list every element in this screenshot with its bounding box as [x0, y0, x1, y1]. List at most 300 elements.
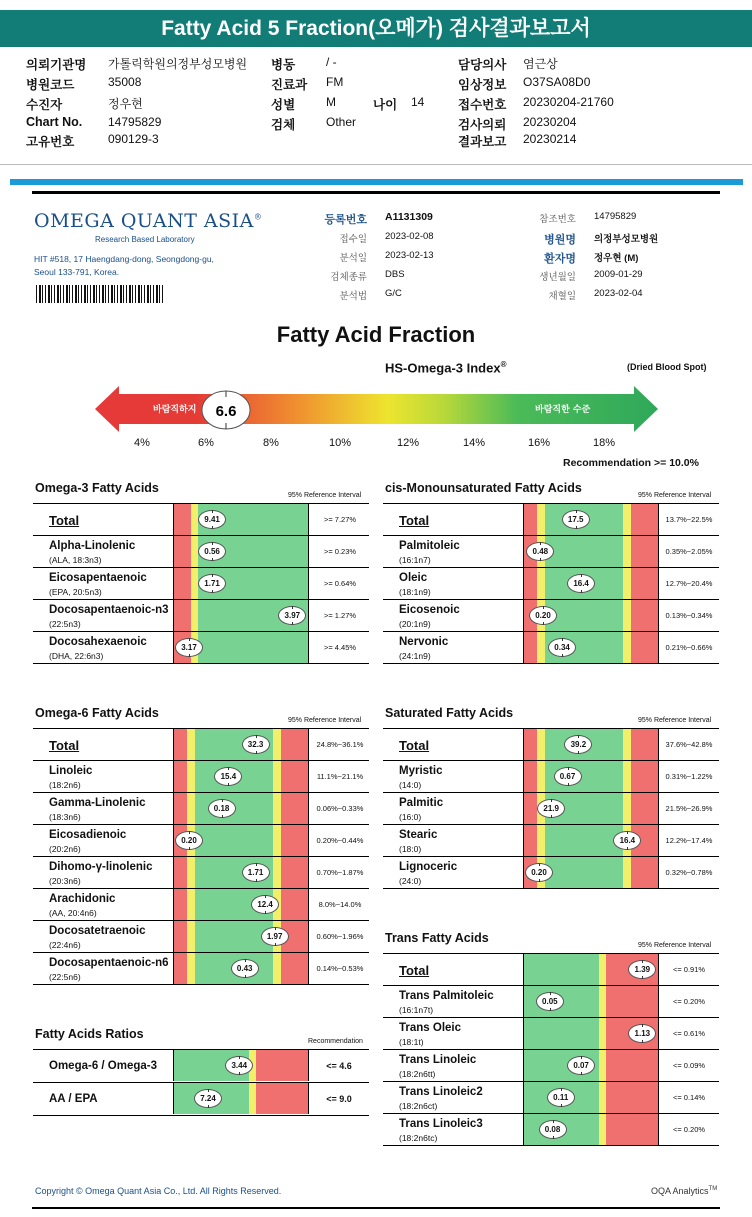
value-marker: 0.67: [554, 767, 582, 786]
value-marker: 9.41: [198, 510, 226, 529]
range-segment: [599, 1114, 606, 1145]
range-bar: [173, 632, 309, 663]
range-segment: [273, 857, 281, 888]
info-key: 참조번호: [539, 214, 576, 225]
row-abbr: (16:0): [399, 812, 422, 822]
range-bar: [523, 568, 659, 599]
range-segment: [524, 954, 599, 985]
header-age: [373, 95, 443, 113]
range-segment: [623, 729, 631, 760]
range-segment: [606, 1050, 658, 1081]
table-row: [383, 986, 719, 1018]
row-abbr: (22:5n6): [49, 972, 81, 982]
table-omega6: [33, 728, 369, 985]
range-segment: [599, 954, 606, 985]
range-segment: [174, 504, 191, 535]
table-row: [383, 729, 719, 761]
info-key: 분석법: [339, 291, 367, 302]
section-title-saturated: Saturated Fatty Acids: [385, 706, 514, 720]
range-segment: [174, 857, 187, 888]
info-value: A1131309: [385, 211, 433, 223]
header-value: 14: [411, 95, 425, 109]
value-marker: 16.4: [567, 574, 595, 593]
range-bar: [173, 536, 309, 567]
range-segment: [545, 857, 623, 888]
range-segment: [524, 729, 537, 760]
reference-range: 21.5%~26.9%: [665, 804, 713, 813]
row-name: Stearic: [399, 829, 438, 841]
range-segment: [623, 600, 631, 631]
range-segment: [524, 568, 537, 599]
range-segment: [187, 729, 195, 760]
section-title-cismono: cis-Monounsaturated Fatty Acids: [385, 481, 582, 495]
lab-logo-text: OMEGA QUANT ASIA: [34, 210, 254, 232]
range-segment: [623, 504, 631, 535]
index-title-text: HS-Omega-3 Index: [385, 360, 501, 376]
row-name: Nervonic: [399, 636, 449, 648]
table-row: [383, 536, 719, 568]
range-segment: [537, 632, 545, 663]
header-key: 검사의뢰: [458, 118, 507, 132]
range-segment: [174, 568, 191, 599]
row-name: Eicosapentaenoic: [49, 572, 147, 584]
table-row: [33, 793, 369, 825]
table-row: [33, 953, 369, 985]
section-title-trans: Trans Fatty Acids: [385, 931, 489, 945]
range-segment: [524, 825, 537, 856]
range-segment: [623, 568, 631, 599]
row-name: Oleic: [399, 572, 428, 584]
reference-range: >= 0.23%: [323, 547, 357, 556]
row-name: Trans Linoleic3: [399, 1118, 483, 1130]
scale-label: 14%: [463, 437, 486, 449]
report-title: Fatty Acid 5 Fraction(오메가) 검사결과보고서: [0, 10, 752, 47]
range-segment: [187, 761, 195, 792]
range-bar: [523, 793, 659, 824]
reference-range: 0.31%~1.22%: [665, 772, 713, 781]
row-name: Arachidonic: [49, 893, 116, 905]
range-bar: [173, 568, 309, 599]
row-abbr: (24:0): [399, 876, 422, 886]
range-segment: [187, 857, 195, 888]
range-segment: [281, 953, 308, 984]
table-row: [33, 889, 369, 921]
range-segment: [191, 504, 198, 535]
table-ratios: [33, 1049, 369, 1116]
range-segment: [191, 568, 198, 599]
range-segment: [623, 632, 631, 663]
reference-label: Recommendation: [308, 1038, 363, 1045]
table-row: [33, 1083, 369, 1116]
value-marker: 0.20: [175, 831, 203, 850]
range-segment: [174, 761, 187, 792]
range-bar: [523, 761, 659, 792]
header-key: 임상정보: [458, 78, 507, 92]
info-key: 검체종류: [330, 272, 367, 283]
value-marker: 0.56: [198, 542, 226, 561]
row-abbr: (16:1n7): [399, 555, 431, 565]
row-name: Trans Palmitoleic: [399, 990, 494, 1002]
range-segment: [599, 1018, 606, 1049]
barcode: [36, 285, 164, 303]
header-value: O37SA08D0: [523, 75, 591, 89]
value-marker: 7.24: [194, 1089, 222, 1108]
table-row: [383, 1114, 719, 1146]
header-value: 20230214: [523, 132, 577, 146]
table-row: [383, 632, 719, 664]
value-marker: 0.20: [525, 863, 553, 882]
range-segment: [631, 761, 658, 792]
value-marker: 1.13: [628, 1024, 656, 1043]
range-segment: [174, 921, 187, 952]
header-field: [458, 115, 708, 133]
row-abbr: (22:4n6): [49, 940, 81, 950]
range-bar: [173, 953, 309, 984]
header-key: 결과보고: [458, 135, 507, 149]
row-name: Eicosenoic: [399, 604, 460, 616]
range-segment: [273, 953, 281, 984]
header-key: 병원코드: [26, 78, 75, 92]
table-row: [33, 536, 369, 568]
scale-label: 12%: [397, 437, 420, 449]
row-name: Dihomo-γ-linolenic: [49, 861, 153, 873]
row-name: Gamma-Linolenic: [49, 797, 146, 809]
info-key: 등록번호: [324, 214, 367, 226]
range-bar: [173, 793, 309, 824]
reference-range: >= 7.27%: [323, 515, 357, 524]
range-segment: [631, 568, 658, 599]
table-cismono: [383, 503, 719, 664]
range-segment: [281, 889, 308, 920]
reference-range: >= 0.64%: [323, 579, 357, 588]
row-abbr: (20:3n6): [49, 876, 81, 886]
range-bar: [523, 1050, 659, 1081]
range-segment: [599, 1082, 606, 1113]
header-key: 검체: [271, 118, 296, 132]
table-row: [33, 921, 369, 953]
header-key: 병동: [271, 58, 296, 72]
row-abbr: (20:2n6): [49, 844, 81, 854]
range-segment: [524, 504, 537, 535]
header-value: M: [326, 95, 336, 109]
header-field: [458, 55, 708, 73]
info-value: 14795829: [594, 211, 637, 222]
value-marker: 1.97: [261, 927, 289, 946]
footer-brand-mark: TM: [708, 1186, 718, 1192]
row-name: Eicosadienoic: [49, 829, 127, 841]
footer-brand: [651, 1186, 717, 1196]
range-segment: [174, 600, 191, 631]
row-name: Palmitic: [399, 797, 444, 809]
reference-label: 95% Reference Interval: [638, 942, 712, 949]
divider-bar: [10, 179, 743, 185]
info-value: 2023-02-08: [385, 231, 434, 242]
reference-range: 37.6%~42.8%: [665, 740, 713, 749]
row-abbr: (DHA, 22:6n3): [49, 651, 104, 661]
range-bar: [173, 825, 309, 856]
range-bar: [173, 504, 309, 535]
range-segment: [187, 953, 195, 984]
range-segment: [281, 761, 308, 792]
row-abbr: (22:5n3): [49, 619, 81, 629]
range-segment: [524, 632, 537, 663]
range-segment: [281, 857, 308, 888]
reference-range: 12.7%~20.4%: [665, 579, 713, 588]
range-segment: [606, 1114, 658, 1145]
header-value: 가톨릭학원의정부성모병원: [108, 57, 248, 71]
row-abbr: (18:2n6tt): [399, 1069, 436, 1079]
patient-header: [0, 47, 752, 165]
table-row: [383, 825, 719, 857]
range-segment: [524, 761, 537, 792]
reference-range: <= 4.6: [326, 1061, 352, 1071]
scale-label: 8%: [263, 437, 279, 449]
reference-range: <= 0.61%: [672, 1029, 706, 1038]
range-segment: [195, 825, 273, 856]
lab-logo-mark: ®: [253, 212, 263, 222]
reference-range: 13.7%~22.5%: [665, 515, 713, 524]
table-row: [383, 1082, 719, 1114]
scale-label: 4%: [134, 437, 150, 449]
table-row: [383, 1050, 719, 1082]
header-value: FM: [326, 75, 344, 89]
reference-range: 0.21%~0.66%: [665, 643, 713, 652]
table-omega3: [33, 503, 369, 664]
header-field: [26, 55, 276, 73]
reference-range: 0.13%~0.34%: [665, 611, 713, 620]
range-bar: [173, 1083, 309, 1114]
value-marker: 16.4: [613, 831, 641, 850]
value-marker: 0.08: [539, 1120, 567, 1139]
row-name: Alpha-Linolenic: [49, 540, 136, 552]
row-abbr: (AA, 20:4n6): [49, 908, 97, 918]
range-segment: [545, 536, 623, 567]
range-segment: [606, 986, 658, 1017]
table-row: [33, 1050, 369, 1083]
value-marker: 1.71: [198, 574, 226, 593]
range-segment: [174, 536, 191, 567]
range-segment: [623, 793, 631, 824]
range-bar: [523, 536, 659, 567]
header-key: 성별: [271, 98, 296, 112]
value-marker: 0.48: [526, 542, 554, 561]
row-name: Lignoceric: [399, 861, 458, 873]
reference-range: <= 0.14%: [672, 1093, 706, 1102]
value-marker: 15.4: [214, 767, 242, 786]
range-bar: [523, 1082, 659, 1113]
range-segment: [273, 761, 281, 792]
table-row: [33, 825, 369, 857]
range-bar: [173, 889, 309, 920]
reference-range: <= 9.0: [326, 1094, 352, 1104]
reference-range: 24.8%~36.1%: [316, 740, 364, 749]
row-name: Trans Linoleic2: [399, 1086, 483, 1098]
table-row: [33, 600, 369, 632]
table-trans: [383, 953, 719, 1146]
range-bar: [523, 986, 659, 1017]
row-name: Total: [399, 963, 430, 978]
table-saturated: [383, 728, 719, 889]
reference-range: 0.20%~0.44%: [316, 836, 364, 845]
info-key: 병원명: [544, 234, 576, 246]
row-name: Linoleic: [49, 765, 93, 777]
range-segment: [187, 793, 195, 824]
range-segment: [174, 953, 187, 984]
reference-range: >= 1.27%: [323, 611, 357, 620]
range-bar: [523, 857, 659, 888]
value-marker: 3.17: [175, 638, 203, 657]
row-name: Total: [399, 738, 430, 753]
table-row: [383, 504, 719, 536]
reference-range: 0.14%~0.53%: [316, 964, 364, 973]
range-segment: [187, 889, 195, 920]
info-value: 2023-02-04: [594, 288, 643, 299]
range-segment: [631, 536, 658, 567]
header-value: 20230204: [523, 115, 577, 129]
table-row: [33, 729, 369, 761]
section-title-omega6: Omega-6 Fatty Acids: [35, 706, 159, 720]
info-value: G/C: [385, 288, 402, 299]
lab-logo: [34, 210, 262, 232]
info-value: DBS: [385, 269, 405, 280]
range-segment: [174, 793, 187, 824]
range-bar: [523, 729, 659, 760]
range-segment: [599, 1050, 606, 1081]
range-segment: [537, 825, 545, 856]
value-marker: 0.18: [208, 799, 236, 818]
reference-range: <= 0.20%: [672, 1125, 706, 1134]
range-segment: [631, 504, 658, 535]
header-key: 나이: [373, 98, 398, 112]
header-key: 접수번호: [458, 98, 507, 112]
header-key: 의뢰기관명: [26, 58, 87, 72]
range-segment: [631, 600, 658, 631]
row-name: Docosapentaenoic-n6: [49, 957, 169, 969]
row-abbr: (14:0): [399, 780, 422, 790]
value-marker: 0.11: [547, 1088, 575, 1107]
header-value: 14795829: [108, 115, 162, 129]
range-segment: [191, 600, 198, 631]
copyright: Copyright © Omega Quant Asia Co., Ltd. All Rights Reserved.: [35, 1186, 282, 1196]
index-value: 6.6: [215, 403, 237, 420]
row-abbr: (24:1n9): [399, 651, 431, 661]
row-name: Docosahexaenoic: [49, 636, 147, 648]
range-segment: [187, 921, 195, 952]
scale-label: 18%: [593, 437, 616, 449]
value-marker: 3.97: [278, 606, 306, 625]
scale-label: 6%: [198, 437, 214, 449]
range-segment: [623, 536, 631, 567]
info-value: 2009-01-29: [594, 269, 643, 280]
reference-range: 11.1%~21.1%: [316, 772, 364, 781]
row-name: Omega-6 / Omega-3: [49, 1060, 158, 1072]
table-row: [33, 632, 369, 664]
info-key: 접수일: [339, 234, 367, 245]
range-segment: [606, 1082, 658, 1113]
range-segment: [174, 729, 187, 760]
range-segment: [537, 729, 545, 760]
table-row: [383, 568, 719, 600]
range-segment: [256, 1083, 308, 1114]
range-segment: [198, 632, 308, 663]
row-name: Docosapentaenoic-n3: [49, 604, 169, 616]
row-name: Total: [49, 513, 80, 528]
range-segment: [599, 986, 606, 1017]
reference-range: <= 0.91%: [672, 965, 706, 974]
reference-range: 0.60%~1.96%: [316, 932, 364, 941]
header-field: [26, 132, 276, 150]
range-segment: [249, 1083, 256, 1114]
value-marker: 1.39: [628, 960, 656, 979]
row-name: Total: [49, 738, 80, 753]
range-segment: [631, 729, 658, 760]
lab-address: [34, 253, 214, 279]
info-value: 정우현 (M): [594, 253, 639, 264]
range-segment: [631, 632, 658, 663]
table-row: [383, 793, 719, 825]
table-row: [383, 761, 719, 793]
range-bar: [523, 1018, 659, 1049]
row-abbr: (18:2n6): [49, 780, 81, 790]
header-key: 진료과: [271, 78, 308, 92]
value-marker: 1.71: [242, 863, 270, 882]
row-name: Docosatetraenoic: [49, 925, 146, 937]
table-row: [383, 600, 719, 632]
value-marker: 32.3: [242, 735, 270, 754]
header-value: 20230204-21760: [523, 95, 614, 109]
arrow-left-label: 바람직하지: [153, 405, 197, 415]
range-segment: [623, 761, 631, 792]
header-key: Chart No.: [26, 115, 83, 129]
scale-label: 16%: [528, 437, 551, 449]
range-bar: [523, 1114, 659, 1145]
row-name: Trans Oleic: [399, 1022, 462, 1034]
reference-label: 95% Reference Interval: [288, 492, 362, 499]
range-bar: [523, 954, 659, 985]
table-row: [33, 568, 369, 600]
table-row: [33, 857, 369, 889]
header-value: 35008: [108, 75, 142, 89]
row-name: Trans Linoleic: [399, 1054, 477, 1066]
range-bar: [523, 825, 659, 856]
index-title-mark: ®: [500, 360, 507, 369]
info-key: 생년월일: [539, 272, 576, 283]
value-marker: 0.07: [567, 1056, 595, 1075]
index-title: [385, 360, 507, 375]
range-bar: [173, 857, 309, 888]
range-bar: [173, 600, 309, 631]
reference-range: <= 0.09%: [672, 1061, 706, 1070]
row-abbr: (16:1n7t): [399, 1005, 434, 1015]
value-marker: 0.20: [529, 606, 557, 625]
row-abbr: (18:3n6): [49, 812, 81, 822]
footer-brand-text: OQA Analytics: [651, 1186, 709, 1196]
range-segment: [623, 857, 631, 888]
table-row: [383, 1018, 719, 1050]
header-field: [26, 95, 276, 113]
info-key: 분석일: [339, 253, 367, 264]
range-segment: [524, 1018, 599, 1049]
row-name: Total: [399, 513, 430, 528]
scale-label: 10%: [329, 437, 352, 449]
header-key: 담당의사: [458, 58, 507, 72]
range-bar: [523, 632, 659, 663]
value-marker: 3.44: [225, 1056, 253, 1075]
range-segment: [256, 1050, 308, 1081]
range-segment: [174, 889, 187, 920]
row-abbr: (20:1n9): [399, 619, 431, 629]
row-name: Myristic: [399, 765, 443, 777]
